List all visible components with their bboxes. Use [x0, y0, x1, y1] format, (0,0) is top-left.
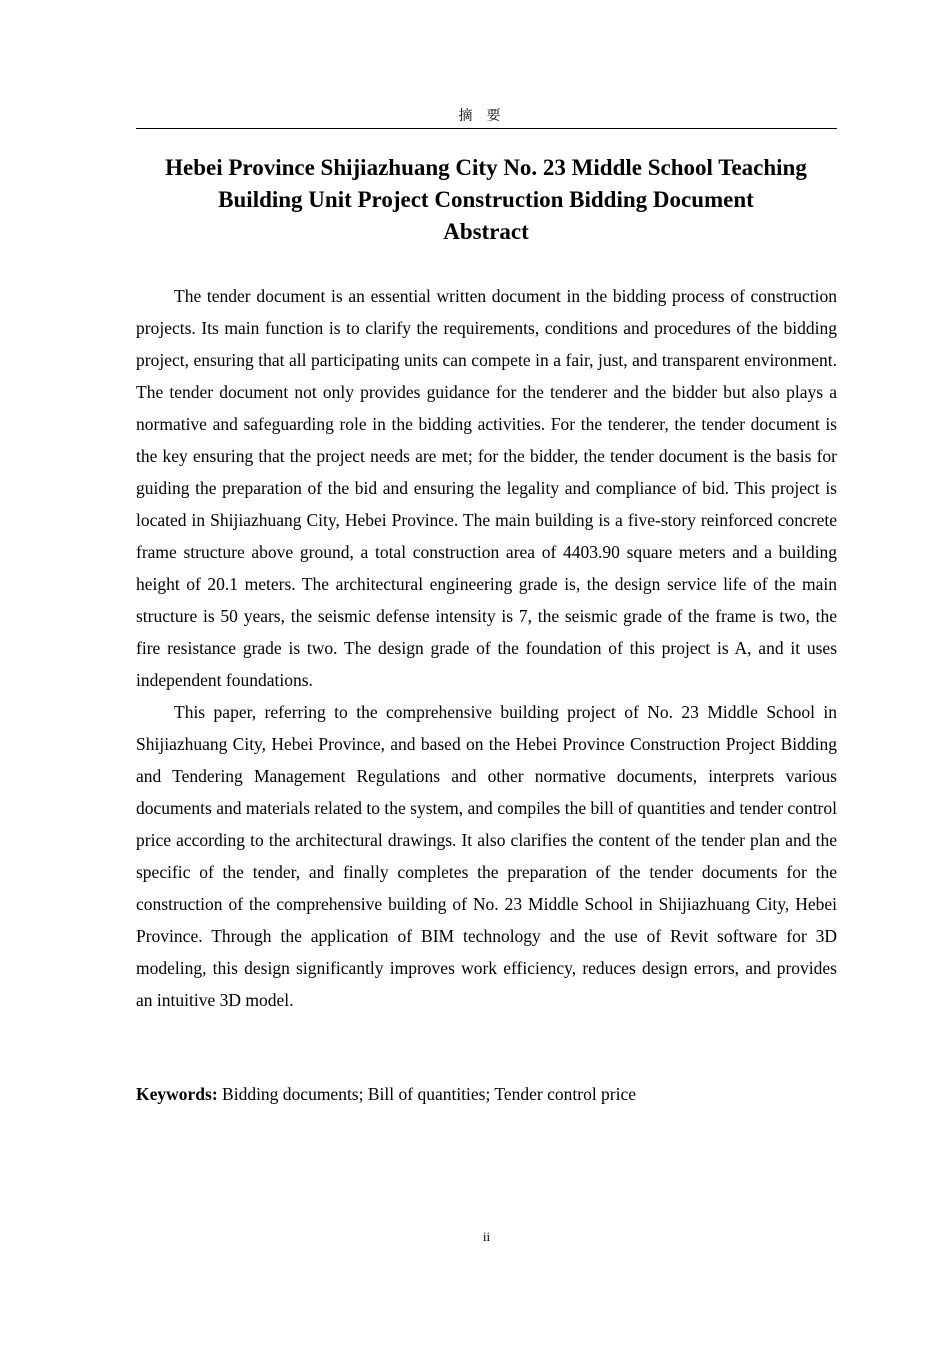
page-number: ii	[482, 1229, 491, 1244]
abstract-body	[136, 280, 837, 1016]
title-line-1: Hebei Province Shijiazhuang City No. 23 Middle School Teaching	[165, 155, 807, 180]
abstract-paragraph-1: The tender document is an essential written document in the bidding process of construction projects. Its main function is to clarify the requirements, conditions and procedures of the bidding project, ensuring that all participating units can compete in a fair, just, and transparent environment. The tender document not only provides guidance for the tenderer and the bidder but also plays a normative and safeguarding role in the bidding activities. For the tenderer, the tender document is the key ensuring that the project needs are met; for the bidder, the tender document is the basis for guiding the preparation of the bid and ensuring the legality and compliance of bid. This project is located in Shijiazhuang City, Hebei Province. The main building is a five-story reinforced concrete frame structure above ground, a total construction area of 4403.90 square meters and a building height of 20.1 meters. The architectural engineering grade is, the design service life of the main structure is 50 years, the seismic defense intensity is 7, the seismic grade of the frame is two, the fire resistance grade is two. The design grade of the foundation of this project is A, and it uses independent foundations.	[136, 286, 837, 690]
title-line-3: Abstract	[443, 219, 529, 244]
title-line-2: Building Unit Project Construction Bidding Document	[218, 187, 754, 212]
keywords-label: Keywords:	[136, 1084, 218, 1104]
header-rule	[136, 128, 837, 129]
document-title	[126, 152, 846, 248]
abstract-paragraph-2: This paper, referring to the comprehensive building project of No. 23 Middle School in Shijiazhuang City, Hebei Province, and based on the Hebei Province Construction Project Bidding and Tendering Management Regulations and other normative documents, interprets various documents and materials related to the system, and compiles the bill of quantities and tender control price according to the architectural drawings. It also clarifies the content of the tender plan and the specific of the tender, and finally completes the preparation of the tender documents for the construction of the comprehensive building of No. 23 Middle School in Shijiazhuang City, Hebei Province. Through the application of BIM technology and the use of Revit software for 3D modeling, this design significantly improves work efficiency, reduces design errors, and provides an intuitive 3D model.	[136, 702, 837, 1010]
running-header: 摘要	[458, 109, 515, 124]
keywords-text: Bidding documents; Bill of quantities; Tender control price	[222, 1084, 637, 1104]
keywords-line	[136, 1078, 837, 1110]
